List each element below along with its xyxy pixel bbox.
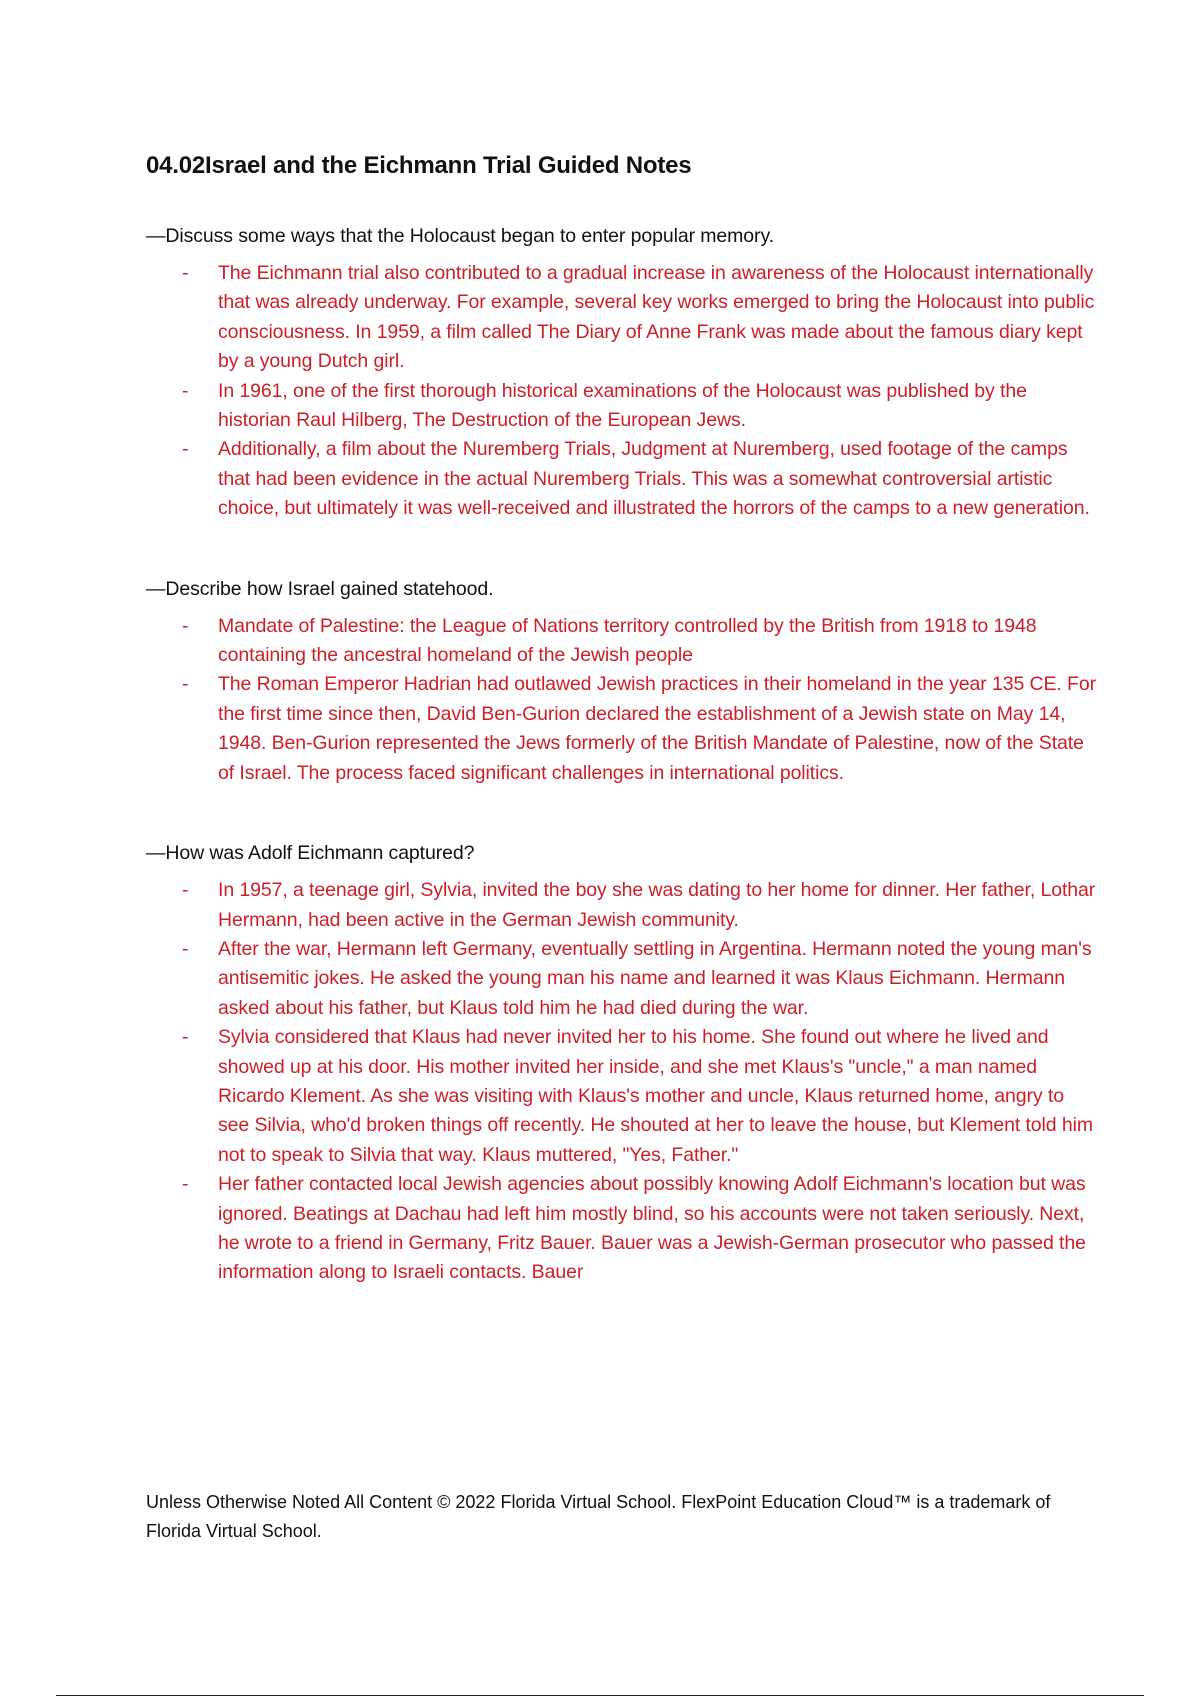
section-question: —How was Adolf Eichmann captured? xyxy=(146,842,475,865)
notes-section-popular-memory xyxy=(146,221,1096,524)
answer-list xyxy=(146,612,1096,788)
answer-item xyxy=(146,1170,1096,1288)
page-title: 04.02Israel and the Eichmann Trial Guided Notes xyxy=(146,152,692,179)
answer-item xyxy=(146,1023,1096,1170)
answer-text: The Eichmann trial also contributed to a gradual increase in awareness of the Holocaust internationally that was already underway. For example, several key works emerged to bring the Holocaust into public consciousness. In 1959, a film called The Diary of Anne Frank was made about the famous diary kept by a young Dutch girl. xyxy=(218,262,1095,373)
answer-text: Mandate of Palestine: the League of Nations territory controlled by the British from 1918 to 1948 containing the ancestral homeland of the Jewish people xyxy=(218,614,1037,667)
answer-text: In 1957, a teenage girl, Sylvia, invited the boy she was dating to her home for dinner. Her father, Lothar Hermann, had been active in the German Jewish community. xyxy=(218,879,1096,931)
answer-text: Sylvia considered that Klaus had never invited her to his home. She found out where he lived and showed up at his door. His mother invited her inside, and she met Klaus's "uncle," a man named Ricardo Klement. As she was visiting with Klaus's mother and uncle, Klaus returned home, angry to see Silvia, who'd broken things off recently. He shouted at her to leave the house, but Klement told him not to speak to Silvia that way. Klaus muttered, "Yes, Father." xyxy=(218,1026,1093,1166)
dash-bullet-icon: - xyxy=(182,937,189,960)
dash-bullet-icon: - xyxy=(182,614,189,637)
answer-list xyxy=(146,259,1096,524)
answer-item xyxy=(146,435,1096,523)
dash-bullet-icon: - xyxy=(182,379,189,402)
answer-item xyxy=(146,377,1096,436)
answer-text: After the war, Hermann left Germany, eventually settling in Argentina. Hermann noted the young man's antisemitic jokes. He asked the young man his name and learned it was Klaus Eichmann. Hermann asked about his father, but Klaus told him he had died during the war. xyxy=(218,937,1092,1019)
answer-list xyxy=(146,876,1096,1288)
answer-item xyxy=(146,670,1096,788)
answer-text: The Roman Emperor Hadrian had outlawed Jewish practices in their homeland in the year 135 CE. For the first time since then, David Ben-Gurion declared the establishment of a Jewish state on May 14, 1948. Ben-Gurion represented the Jews formerly of the British Mandate of Palestine, now of the State of Israel. The process faced significant challenges in international politics. xyxy=(218,673,1096,784)
notes-section-eichmann-capture xyxy=(146,838,1096,1288)
section-question: —Discuss some ways that the Holocaust began to enter popular memory. xyxy=(146,225,774,247)
notes-section-statehood xyxy=(146,574,1096,788)
answer-item xyxy=(146,876,1096,935)
answer-text: Her father contacted local Jewish agencies about possibly knowing Adolf Eichmann's location but was ignored. Beatings at Dachau had left him mostly blind, so his accounts were not taken seriously. Next, he wrote to a friend in Germany, Fritz Bauer. Bauer was a Jewish-German prosecutor who passed the information along to Israeli contacts. Bauer xyxy=(218,1173,1086,1284)
dash-bullet-icon: - xyxy=(182,262,189,284)
dash-bullet-icon: - xyxy=(182,673,189,696)
dash-bullet-icon: - xyxy=(182,438,189,461)
answer-item xyxy=(146,612,1096,671)
copyright-footer: Unless Otherwise Noted All Content © 2022 Florida Virtual School. FlexPoint Education Cloud™ is a trademark of Florida Virtual School. xyxy=(146,1492,1051,1541)
answer-text: In 1961, one of the first thorough historical examinations of the Holocaust was published by the historian Raul Hilberg, The Destruction of the European Jews. xyxy=(218,379,1027,432)
document-page xyxy=(146,140,1096,1288)
dash-bullet-icon: - xyxy=(182,1026,189,1049)
dash-bullet-icon: - xyxy=(182,1173,189,1196)
answer-item xyxy=(146,935,1096,1023)
answer-item xyxy=(146,259,1096,377)
answer-text: Additionally, a film about the Nuremberg Trials, Judgment at Nuremberg, used footage of the camps that had been evidence in the actual Nuremberg Trials. This was a somewhat controversial artistic choice, but ultimately it was well-received and illustrated the horrors of the camps to a new generation. xyxy=(218,438,1090,520)
section-question: —Describe how Israel gained statehood. xyxy=(146,577,494,600)
page-bottom-divider xyxy=(56,1695,1144,1696)
dash-bullet-icon: - xyxy=(182,879,189,902)
